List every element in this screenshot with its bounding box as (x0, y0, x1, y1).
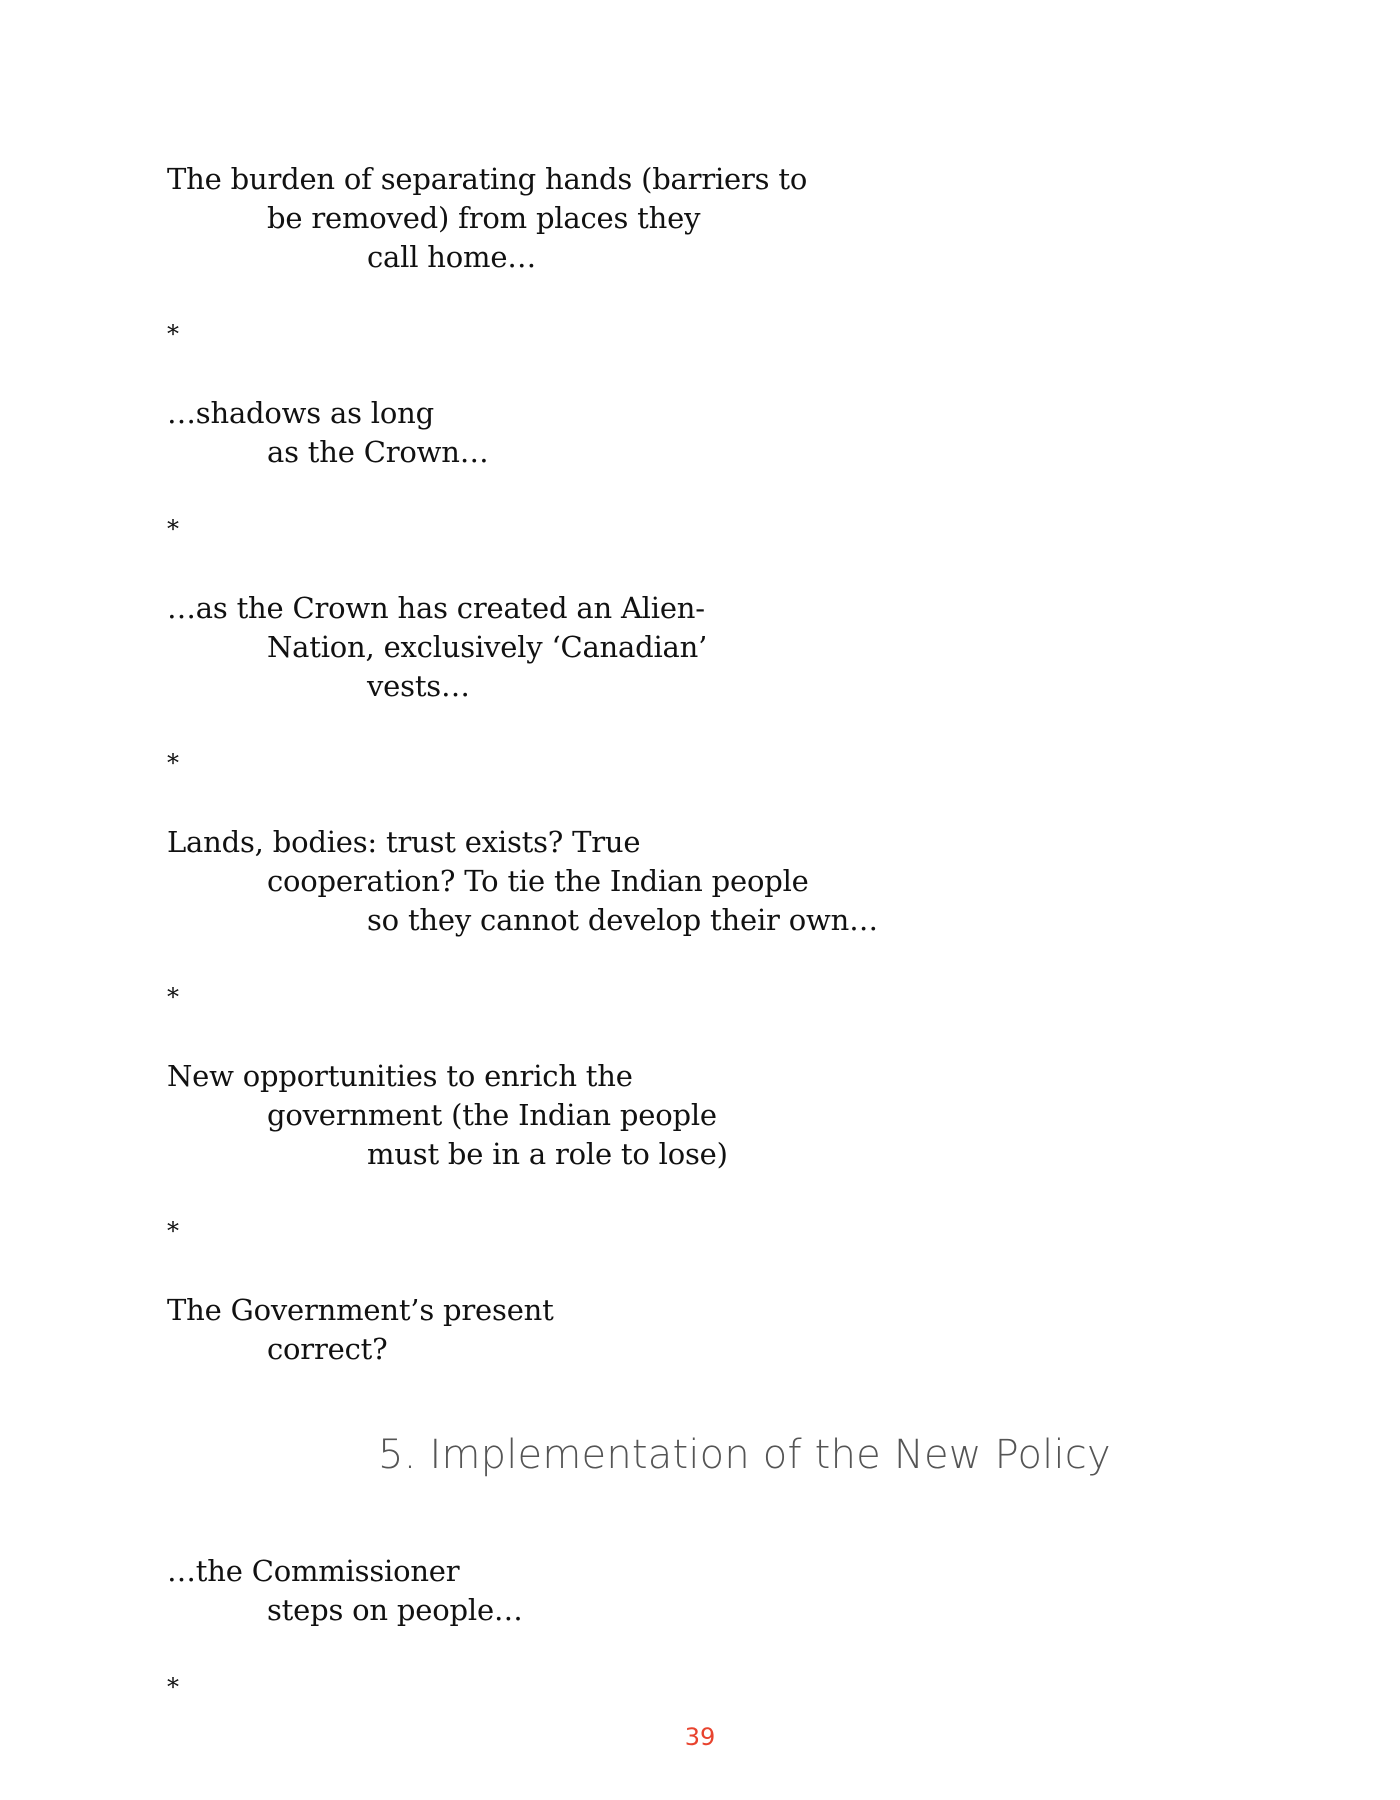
poem-line: as the Crown… (267, 435, 489, 469)
stanza-separator: * (167, 1217, 179, 1245)
poem-line: Lands, bodies: trust exists? True (167, 825, 641, 859)
poem-line: …shadows as long (167, 396, 434, 430)
poem-line: correct? (267, 1332, 388, 1366)
poem-line: call home… (367, 240, 537, 274)
poem-line: Nation, exclusively ‘Canadian’ (267, 630, 708, 664)
stanza-separator: * (167, 320, 179, 348)
stanza-separator: * (167, 515, 179, 543)
poem-line: must be in a role to lose) (367, 1137, 728, 1171)
stanza-separator: * (167, 1673, 179, 1701)
poem-line: vests… (367, 669, 470, 703)
poem-line: steps on people… (267, 1593, 523, 1627)
poem-line: …the Commissioner (167, 1554, 460, 1588)
section-heading: 5. Implementation of the New Policy (378, 1432, 1111, 1478)
stanza-separator: * (167, 749, 179, 777)
poem-line: government (the Indian people (267, 1098, 717, 1132)
poem-line: cooperation? To tie the Indian people (267, 864, 809, 898)
poem-line: …as the Crown has created an Alien- (167, 591, 705, 625)
poem-line: so they cannot develop their own… (367, 903, 878, 937)
poem-line: New opportunities to enrich the (167, 1059, 633, 1093)
poem-line: The burden of separating hands (barriers to (167, 162, 808, 196)
page-number: 39 (684, 1723, 716, 1751)
poem-line: be removed) from places they (267, 201, 701, 235)
poem-line: The Government’s present (167, 1293, 554, 1327)
stanza-separator: * (167, 983, 179, 1011)
